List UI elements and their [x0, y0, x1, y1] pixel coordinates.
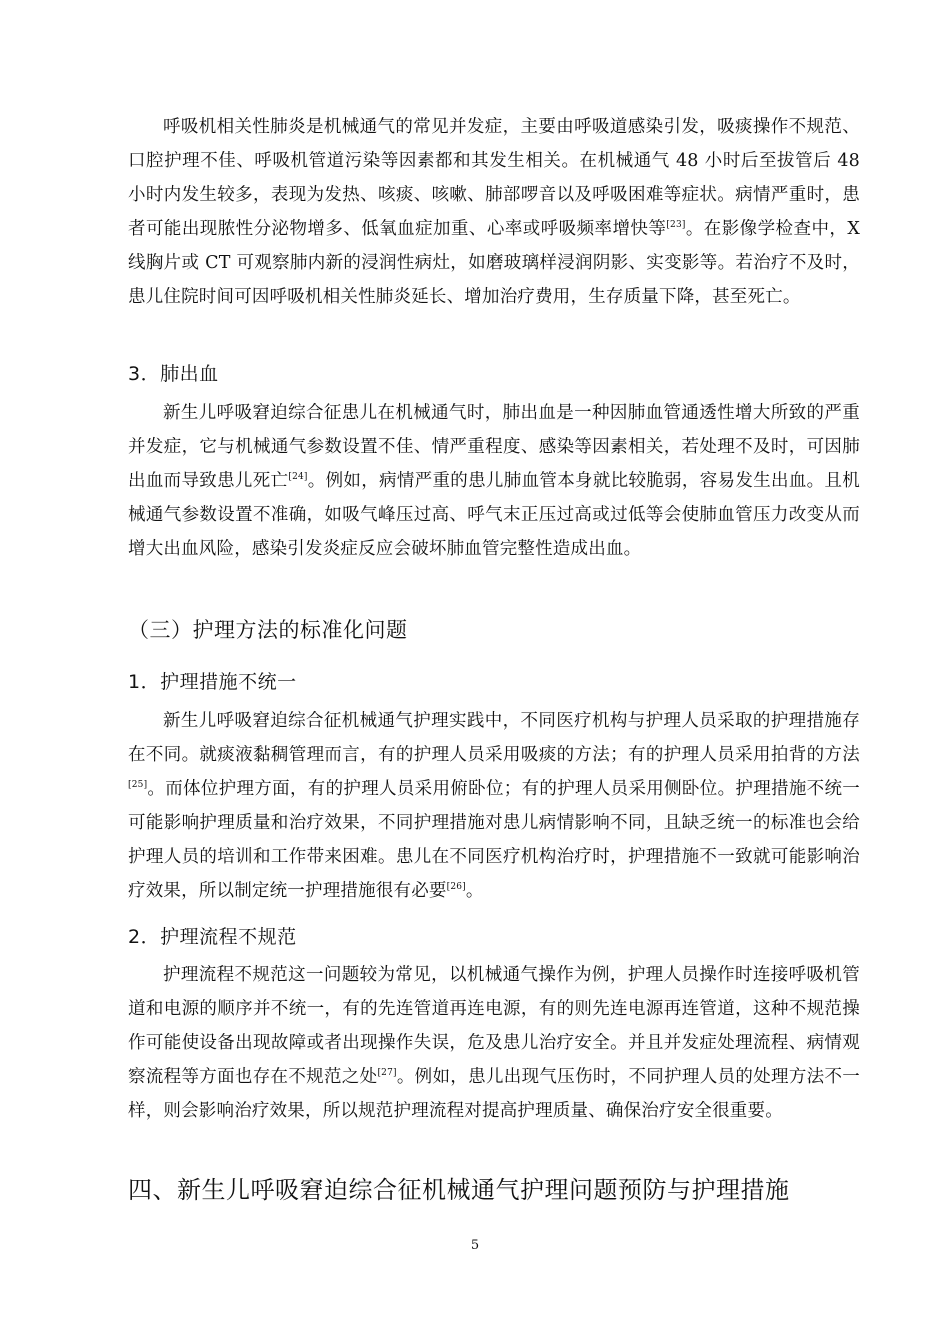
paragraph-pulmonary-hemorrhage	[128, 396, 860, 566]
heading-irregular-process	[128, 922, 860, 952]
paragraph-text: 。例如，病情严重的患儿肺血管本身就比较脆弱，容易发生出血。且机械通气参数设置不准确，如吸气峰压过高、呼气末正压过高或过低等会使肺血管压力改变从而增大出血风险，感染引发炎症反应会破坏肺血管完整性造成出血。	[128, 471, 860, 559]
page-number: 5	[470, 1238, 480, 1253]
citation-ref: [27]	[377, 1068, 397, 1079]
heading-standardization	[128, 614, 860, 646]
section-heading: （三）护理方法的标准化问题	[128, 618, 408, 642]
section-heading: 1．护理措施不统一	[128, 671, 297, 693]
paragraph-text: 。	[465, 881, 484, 901]
paragraph-irregular-process	[128, 958, 860, 1128]
paragraph-text: 新生儿呼吸窘迫综合征患儿在机械通气时，肺出血是一种因肺血管通透性增大所致的严重并发症，它与机械通气参数设置不佳、情严重程度、感染等因素相关，若处理不及时，可因肺出血而导致患儿死亡	[128, 403, 860, 491]
heading-pulmonary-hemorrhage	[128, 359, 860, 389]
heading-chapter-four	[128, 1172, 860, 1208]
heading-inconsistent-measures	[128, 667, 860, 697]
paragraph-text: 新生儿呼吸窘迫综合征机械通气护理实践中，不同医疗机构与护理人员采取的护理措施存在不同。就痰液黏稠管理而言，有的护理人员采用吸痰的方法；有的护理人员采用拍背的方法	[128, 711, 860, 765]
paragraph-ventilator-pneumonia	[128, 110, 860, 314]
section-heading: 3．肺出血	[128, 363, 219, 385]
paragraph-text: 呼吸机相关性肺炎是机械通气的常见并发症，主要由呼吸道感染引发，吸痰操作不规范、口腔护理不佳、呼吸机管道污染等因素都和其发生相关。在机械通气 48 小时后至拔管后 48 小时内发生较多，表现为发热、咳痰、咳嗽、肺部啰音以及呼吸困难等症状。病情严重时，患者可能出现脓性分泌物增多、低氧血症加重、心率或呼吸频率增快等	[128, 117, 860, 239]
paragraph-text: 护理流程不规范这一问题较为常见，以机械通气操作为例，护理人员操作时连接呼吸机管道和电源的顺序并不统一，有的先连管道再连电源，有的则先连电源再连管道，这种不规范操作可能使设备出现故障或者出现操作失误，危及患儿治疗安全。并且并发症处理流程、病情观察流程等方面也存在不规范之处	[128, 965, 860, 1087]
paragraph-text: 。例如，患儿出现气压伤时，不同护理人员的处理方法不一样，则会影响治疗效果，所以规范护理流程对提高护理质量、确保治疗安全很重要。	[128, 1067, 860, 1121]
citation-ref: [24]	[288, 472, 308, 483]
citation-ref: [26]	[446, 882, 466, 893]
citation-ref: [25]	[128, 780, 148, 791]
chapter-heading: 四、新生儿呼吸窘迫综合征机械通气护理问题预防与护理措施	[128, 1176, 790, 1204]
paragraph-inconsistent-measures	[128, 704, 860, 908]
section-heading: 2．护理流程不规范	[128, 926, 297, 948]
paragraph-text: 。而体位护理方面，有的护理人员采用俯卧位；有的护理人员采用侧卧位。护理措施不统一可能影响护理质量和治疗效果，不同护理措施对患儿病情影响不同，且缺乏统一的标准也会给护理人员的培训和工作带来困难。患儿在不同医疗机构治疗时，护理措施不一致就可能影响治疗效果，所以制定统一护理措施很有必要	[128, 779, 860, 901]
citation-ref: [23]	[666, 220, 686, 231]
paragraph-text: 。在影像学检查中，X 线胸片或 CT 可观察肺内新的浸润性病灶，如磨玻璃样浸润阴影、实变影等。若治疗不及时，患儿住院时间可因呼吸机相关性肺炎延长、增加治疗费用，生存质量下降，甚至死亡。	[128, 219, 860, 307]
